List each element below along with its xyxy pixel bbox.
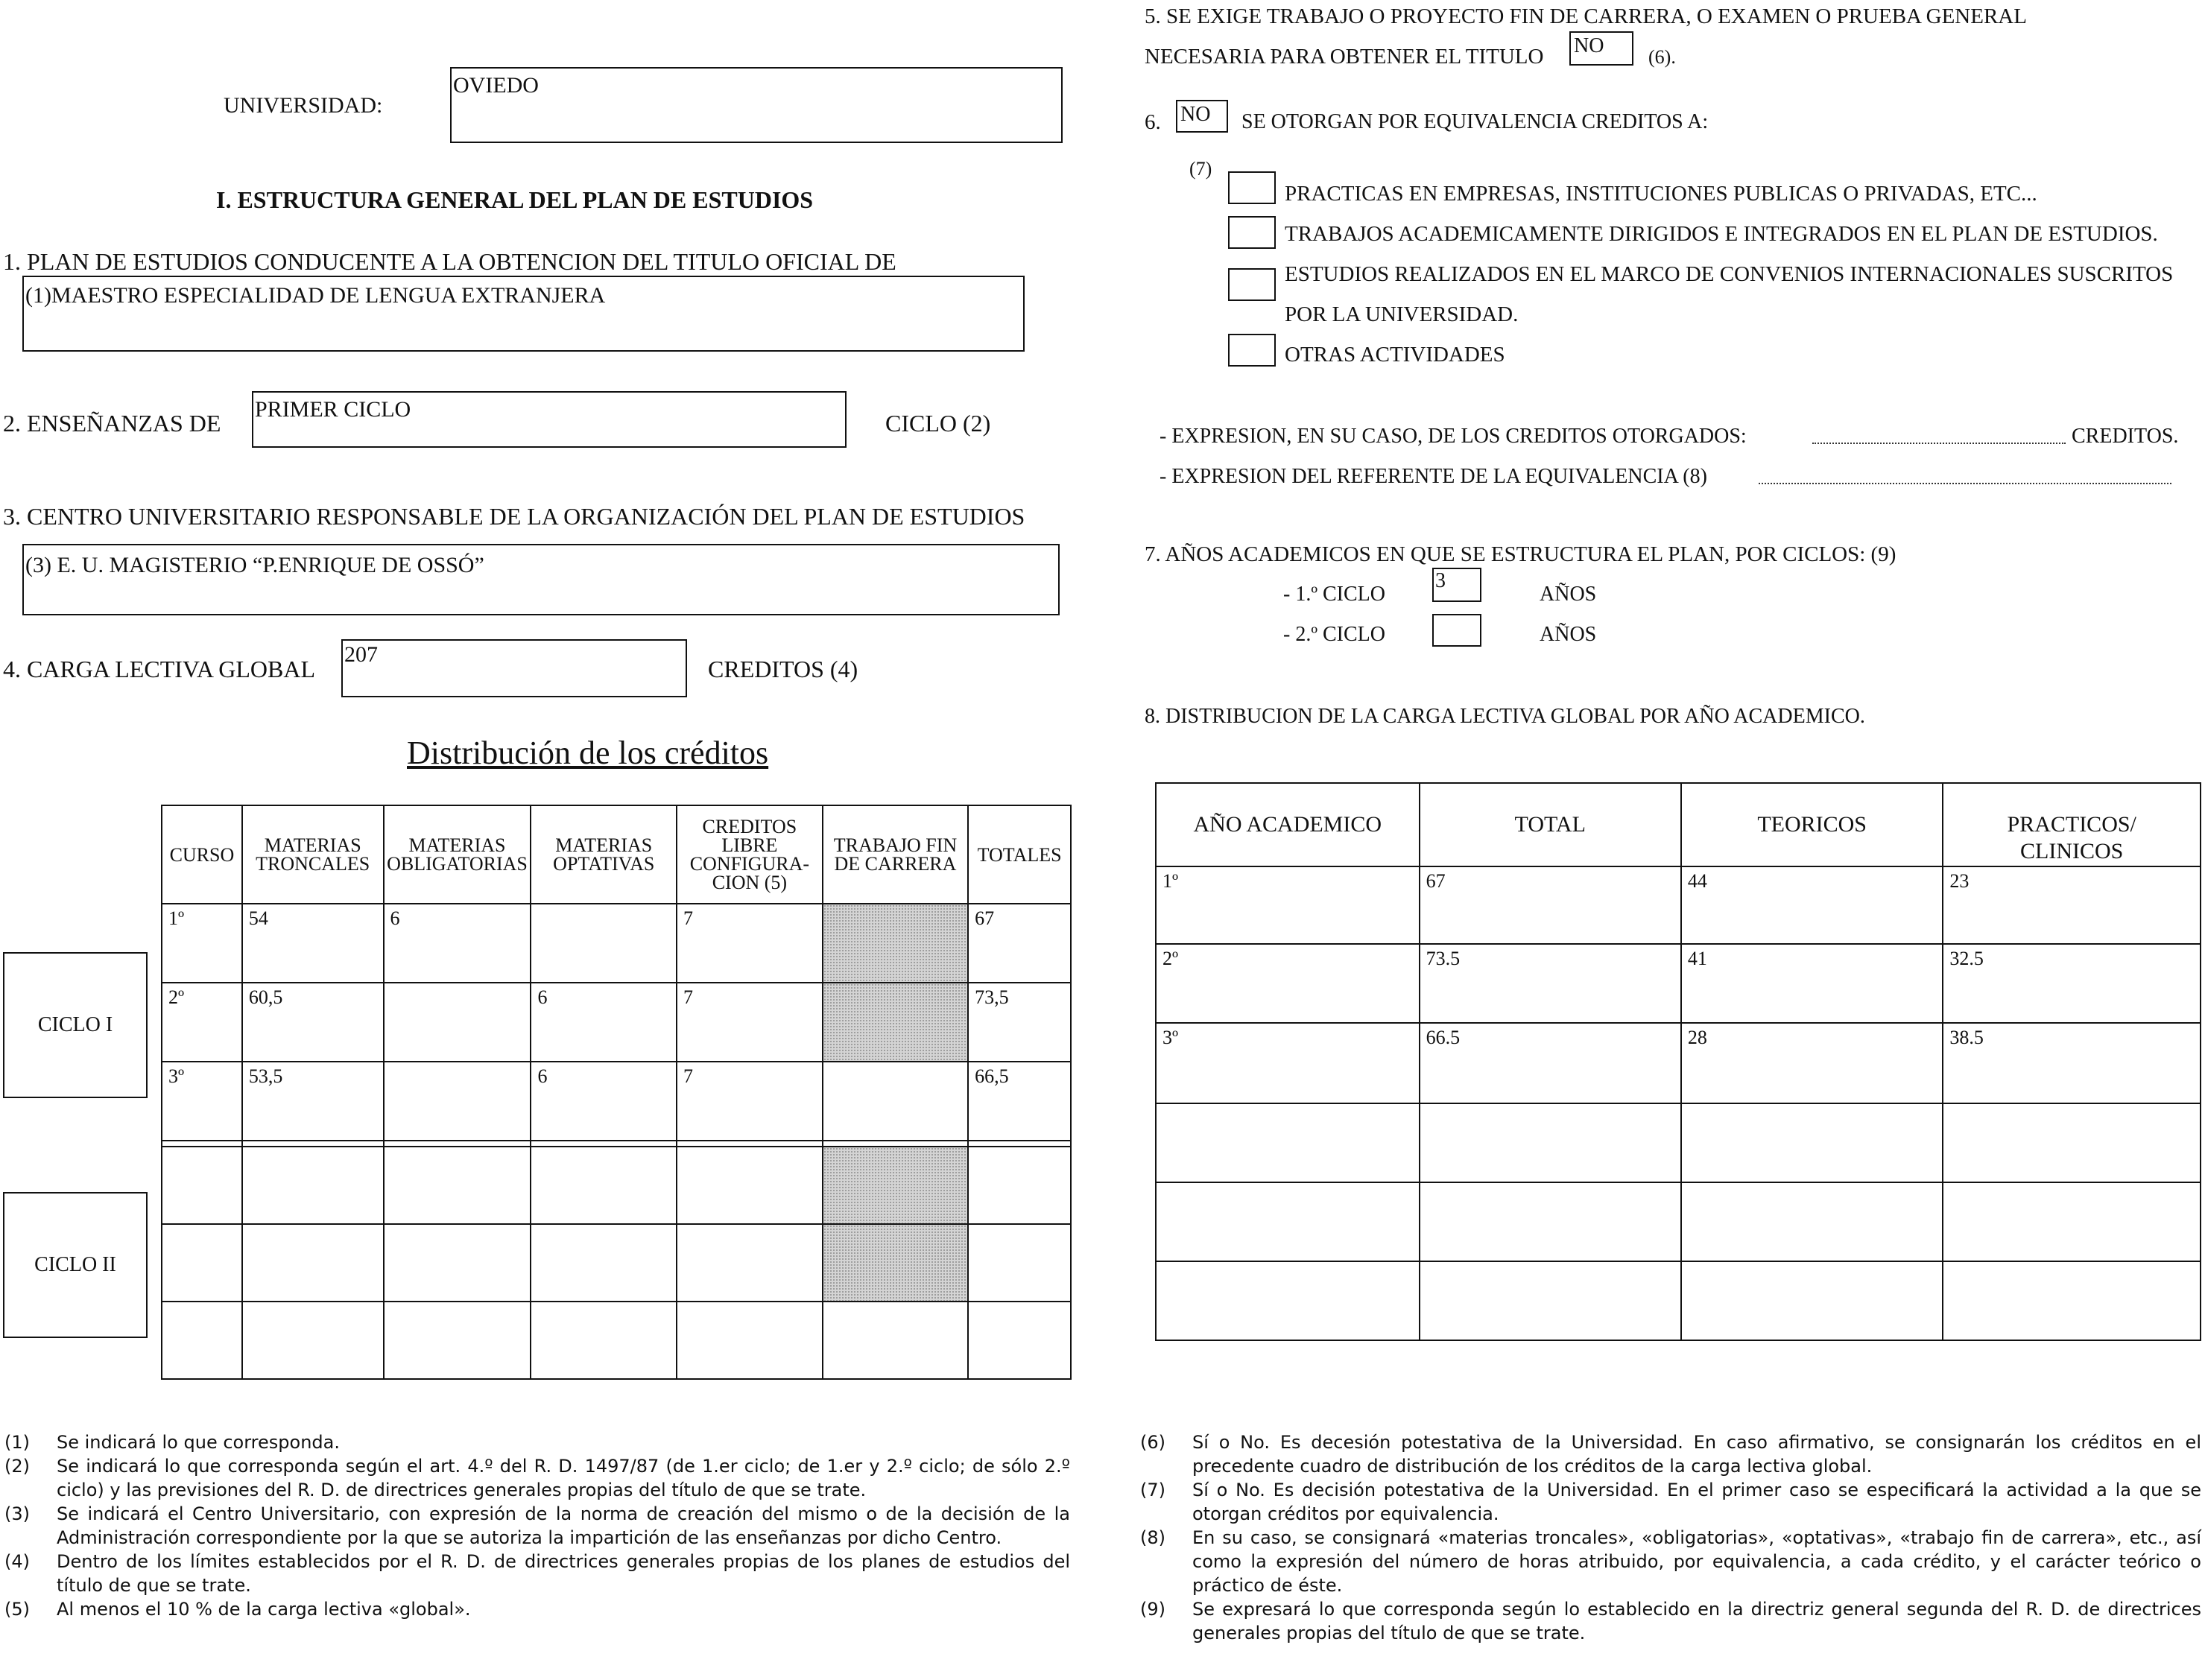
cell-ano[interactable]: 2º bbox=[1156, 944, 1420, 1023]
hdr-obligatorias: MATERIAS OBLIGATORIAS bbox=[384, 805, 531, 904]
expr1-label: - EXPRESION, EN SU CASO, DE LOS CREDITOS OTORGADOS: bbox=[1160, 425, 1747, 448]
cell-total[interactable] bbox=[1420, 1103, 1681, 1182]
centro-value: (3) E. U. MAGISTERIO “P.ENRIQUE DE OSSÓ” bbox=[25, 553, 484, 577]
footnote-text: Se indicará lo que corresponda. bbox=[57, 1432, 340, 1453]
cell-total[interactable]: 73.5 bbox=[1420, 944, 1681, 1023]
footnote bbox=[1140, 1430, 2201, 1478]
footnotes-left bbox=[4, 1430, 1070, 1621]
footnote-text: Al menos el 10 % de la carga lectiva «global». bbox=[57, 1599, 471, 1620]
cell-troncales[interactable]: 54 bbox=[242, 904, 384, 983]
cell-total[interactable]: 67 bbox=[1420, 866, 1681, 944]
item6-num: 6. bbox=[1145, 110, 1161, 134]
titulo-value: (1)MAESTRO ESPECIALIDAD DE LENGUA EXTRANJERA bbox=[25, 283, 606, 308]
item6-label: SE OTORGAN POR EQUIVALENCIA CREDITOS A: bbox=[1241, 110, 1709, 133]
item6-value: NO bbox=[1180, 103, 1211, 126]
cell-trabajo bbox=[823, 1147, 968, 1224]
cell-obligatorias[interactable] bbox=[384, 983, 531, 1062]
footnote bbox=[4, 1430, 1070, 1454]
option-estudios-label: ESTUDIOS REALIZADOS EN EL MARCO DE CONVENIOS INTERNACIONALES SUSCRITOS bbox=[1285, 262, 2174, 286]
ensenanzas-field[interactable] bbox=[252, 391, 847, 448]
footnote bbox=[1140, 1597, 2201, 1645]
item5-value: NO bbox=[1574, 34, 1604, 57]
cell-teoricos[interactable]: 44 bbox=[1681, 866, 1943, 944]
item2-label: 2. ENSEÑANZAS DE bbox=[3, 410, 221, 437]
footnote-text: Se expresará lo que corresponda según lo establecido en la directriz general segunda del R. D. de directrices generales propias del título de que se trate. bbox=[1192, 1599, 2201, 1643]
cell-total[interactable]: 66.5 bbox=[1420, 1023, 1681, 1103]
expr1-suffix: CREDITOS. bbox=[2072, 425, 2179, 448]
cell-trabajo bbox=[823, 1224, 968, 1302]
item7-label: 7. AÑOS ACADEMICOS EN QUE SE ESTRUCTURA EL PLAN, POR CICLOS: (9) bbox=[1145, 542, 1896, 566]
table-row bbox=[1156, 1261, 2201, 1340]
item3-label: 3. CENTRO UNIVERSITARIO RESPONSABLE DE LA ORGANIZACIÓN DEL PLAN DE ESTUDIOS bbox=[3, 503, 1025, 530]
table-row bbox=[1156, 1182, 2201, 1261]
cell-practicos[interactable]: 38.5 bbox=[1943, 1023, 2201, 1103]
dist-header-row bbox=[162, 805, 1071, 904]
cell-teoricos[interactable] bbox=[1681, 1103, 1943, 1182]
footnote-number: (1) bbox=[4, 1432, 30, 1453]
cell-optativas[interactable] bbox=[531, 1224, 677, 1302]
item5-suffix: (6). bbox=[1648, 46, 1676, 68]
item6-ref: (7) bbox=[1189, 158, 1212, 180]
cell-troncales[interactable]: 60,5 bbox=[242, 983, 384, 1062]
footnote bbox=[4, 1597, 1070, 1621]
hdr-totales: TOTALES bbox=[968, 805, 1071, 904]
carga-table bbox=[1155, 782, 2201, 1341]
option-otras-label: OTRAS ACTIVIDADES bbox=[1285, 343, 1505, 367]
hdr-practicos: PRACTICOS/ CLINICOS bbox=[1943, 783, 2201, 866]
item5-line1: 5. SE EXIGE TRABAJO O PROYECTO FIN DE CARRERA, O EXAMEN O PRUEBA GENERAL bbox=[1145, 4, 2027, 28]
footnote-number: (3) bbox=[4, 1503, 30, 1524]
option-trabajos-checkbox[interactable] bbox=[1228, 216, 1276, 249]
footnote-number: (7) bbox=[1140, 1480, 1165, 1500]
footnote-text: Se indicará lo que corresponda según el art. 4.º del R. D. 1497/87 (de 1.er ciclo; de 1.er y 2.º ciclo; de sólo 2.º ciclo) y las previsiones del R. D. de directrices generales propias del título de que se trate. bbox=[57, 1456, 1070, 1500]
hdr-libre: CREDITOS LIBRE CONFIGURA- CION (5) bbox=[677, 805, 823, 904]
cell-curso[interactable]: 3º bbox=[162, 1062, 242, 1141]
hdr-curso: CURSO bbox=[162, 805, 242, 904]
cell-optativas[interactable]: 6 bbox=[531, 1062, 677, 1141]
item5-field[interactable] bbox=[1569, 31, 1633, 66]
cell-libre[interactable]: 7 bbox=[677, 983, 823, 1062]
ciclo1-anos: AÑOS bbox=[1540, 583, 1597, 606]
cell-totales[interactable] bbox=[968, 1302, 1071, 1379]
table-separator bbox=[162, 1141, 1071, 1147]
carga-field[interactable] bbox=[341, 639, 687, 697]
footnote-text: Dentro de los límites establecidos por el R. D. de directrices generales propias de los planes de estudios del título de que se trate. bbox=[57, 1551, 1070, 1596]
table-row bbox=[162, 1224, 1071, 1302]
footnote bbox=[1140, 1478, 2201, 1526]
cell-troncales[interactable] bbox=[242, 1302, 384, 1379]
item5-line2: NECESARIA PARA OBTENER EL TITULO bbox=[1145, 45, 1544, 69]
footnote bbox=[1140, 1526, 2201, 1597]
cell-totales[interactable] bbox=[968, 1224, 1071, 1302]
carga-header-row bbox=[1156, 783, 2201, 866]
table-row bbox=[1156, 944, 2201, 1023]
table-row bbox=[162, 904, 1071, 983]
expr1-dotted-line[interactable] bbox=[1812, 443, 2066, 444]
cell-teoricos[interactable] bbox=[1681, 1182, 1943, 1261]
ciclo1-years-value: 3 bbox=[1435, 569, 1446, 592]
item6-field[interactable] bbox=[1176, 100, 1228, 133]
cell-optativas[interactable]: 6 bbox=[531, 983, 677, 1062]
cell-libre[interactable]: 7 bbox=[677, 904, 823, 983]
footnote-text: Sí o No. Es decesión potestativa de la Universidad. En caso afirmativo, se consignarán los créditos en el precedente cuadro de distribución de los créditos de la carga lectiva global. bbox=[1192, 1432, 2201, 1477]
cell-curso[interactable]: 1º bbox=[162, 904, 242, 983]
cell-totales[interactable] bbox=[968, 1147, 1071, 1224]
footnote-text: Sí o No. Es decisión potestativa de la Universidad. En el primer caso se especificará la actividad a la que se otorgan créditos por equivalencia. bbox=[1192, 1480, 2201, 1524]
item8-label: 8. DISTRIBUCION DE LA CARGA LECTIVA GLOBAL POR AÑO ACADEMICO. bbox=[1145, 705, 1865, 728]
cell-total[interactable] bbox=[1420, 1261, 1681, 1340]
cell-curso[interactable] bbox=[162, 1147, 242, 1224]
table-row bbox=[1156, 1103, 2201, 1182]
cell-ano[interactable] bbox=[1156, 1261, 1420, 1340]
option-estudios-checkbox[interactable] bbox=[1228, 268, 1276, 301]
carga-value: 207 bbox=[344, 642, 378, 667]
option-otras-checkbox[interactable] bbox=[1228, 334, 1276, 367]
footnote-number: (2) bbox=[4, 1456, 30, 1477]
cell-trabajo[interactable] bbox=[823, 1062, 968, 1141]
cell-optativas[interactable] bbox=[531, 904, 677, 983]
footnote bbox=[4, 1454, 1070, 1502]
table-row bbox=[1156, 866, 2201, 944]
cell-trabajo bbox=[823, 983, 968, 1062]
footnotes-right bbox=[1140, 1430, 2201, 1645]
hdr-optativas: MATERIAS OPTATIVAS bbox=[531, 805, 677, 904]
cell-totales[interactable]: 67 bbox=[968, 904, 1071, 983]
cell-ano[interactable] bbox=[1156, 1103, 1420, 1182]
cell-practicos[interactable]: 23 bbox=[1943, 866, 2201, 944]
cell-libre[interactable]: 7 bbox=[677, 1062, 823, 1141]
cell-troncales[interactable] bbox=[242, 1147, 384, 1224]
cell-ano[interactable]: 1º bbox=[1156, 866, 1420, 944]
item2-suffix: CICLO (2) bbox=[885, 410, 991, 437]
universidad-label: UNIVERSIDAD: bbox=[224, 93, 383, 118]
cell-troncales[interactable]: 53,5 bbox=[242, 1062, 384, 1141]
section-title: I. ESTRUCTURA GENERAL DEL PLAN DE ESTUDIOS bbox=[216, 186, 814, 213]
footnote bbox=[4, 1502, 1070, 1550]
cell-trabajo bbox=[823, 904, 968, 983]
footnote-number: (6) bbox=[1140, 1432, 1165, 1453]
table-row bbox=[162, 983, 1071, 1062]
cell-libre[interactable] bbox=[677, 1147, 823, 1224]
option-practicas-label: PRACTICAS EN EMPRESAS, INSTITUCIONES PUBLICAS O PRIVADAS, ETC... bbox=[1285, 182, 2037, 206]
ciclo1-years-field[interactable] bbox=[1432, 568, 1481, 602]
ciclo2-anos: AÑOS bbox=[1540, 623, 1597, 646]
expr2-label: - EXPRESION DEL REFERENTE DE LA EQUIVALENCIA (8) bbox=[1160, 465, 1707, 488]
table-row bbox=[162, 1062, 1071, 1141]
ensenanzas-value: PRIMER CICLO bbox=[255, 397, 411, 422]
cell-totales[interactable]: 66,5 bbox=[968, 1062, 1071, 1141]
cell-totales[interactable]: 73,5 bbox=[968, 983, 1071, 1062]
cell-trabajo[interactable] bbox=[823, 1302, 968, 1379]
item4-suffix: CREDITOS (4) bbox=[708, 656, 858, 682]
cell-curso[interactable] bbox=[162, 1224, 242, 1302]
cell-obligatorias[interactable]: 6 bbox=[384, 904, 531, 983]
cell-practicos[interactable]: 32.5 bbox=[1943, 944, 2201, 1023]
cell-curso[interactable]: 2º bbox=[162, 983, 242, 1062]
cell-practicos[interactable] bbox=[1943, 1103, 2201, 1182]
cell-obligatorias[interactable] bbox=[384, 1062, 531, 1141]
cell-teoricos[interactable]: 28 bbox=[1681, 1023, 1943, 1103]
cell-curso[interactable] bbox=[162, 1302, 242, 1379]
ciclo2-years-label: - 2.º CICLO bbox=[1283, 623, 1386, 646]
cell-obligatorias[interactable] bbox=[384, 1302, 531, 1379]
footnote-text: En su caso, se consignará «materias troncales», «obligatorias», «optativas», «trabajo fin de carrera», etc., así como la expresión del número de horas atribuido, por equivalencia, a cada crédito, y el carácter teórico o práctico de éste. bbox=[1192, 1527, 2201, 1596]
cell-ano[interactable]: 3º bbox=[1156, 1023, 1420, 1103]
cell-troncales[interactable] bbox=[242, 1224, 384, 1302]
cell-ano[interactable] bbox=[1156, 1182, 1420, 1261]
footnote-text: Se indicará el Centro Universitario, con expresión de la norma de creación del mismo o de la decisión de la Administración correspondiente por la que se autoriza la impartición de las enseñanzas por dicho Centro. bbox=[57, 1503, 1070, 1548]
hdr-trabajo: TRABAJO FIN DE CARRERA bbox=[823, 805, 968, 904]
expr2-dotted-line[interactable] bbox=[1759, 483, 2171, 484]
cell-obligatorias[interactable] bbox=[384, 1147, 531, 1224]
footnote-number: (8) bbox=[1140, 1527, 1165, 1548]
option-trabajos-label: TRABAJOS ACADEMICAMENTE DIRIGIDOS E INTEGRADOS EN EL PLAN DE ESTUDIOS. bbox=[1285, 222, 2158, 246]
item4-label: 4. CARGA LECTIVA GLOBAL bbox=[3, 656, 315, 682]
table-row bbox=[1156, 1023, 2201, 1103]
footnote-number: (5) bbox=[4, 1599, 30, 1620]
cell-practicos[interactable] bbox=[1943, 1182, 2201, 1261]
dist-table bbox=[161, 805, 1072, 1380]
cell-teoricos[interactable] bbox=[1681, 1261, 1943, 1340]
footnote-number: (9) bbox=[1140, 1599, 1165, 1620]
item1-label: 1. PLAN DE ESTUDIOS CONDUCENTE A LA OBTENCION DEL TITULO OFICIAL DE bbox=[3, 248, 896, 275]
option-practicas-checkbox[interactable] bbox=[1228, 171, 1276, 204]
ciclo2-years-field[interactable] bbox=[1432, 614, 1481, 647]
hdr-troncales: MATERIAS TRONCALES bbox=[242, 805, 384, 904]
hdr-teoricos: TEORICOS bbox=[1681, 783, 1943, 866]
hdr-ano: AÑO ACADEMICO bbox=[1156, 783, 1420, 866]
cell-practicos[interactable] bbox=[1943, 1261, 2201, 1340]
universidad-value: OVIEDO bbox=[453, 73, 539, 98]
table-row bbox=[162, 1147, 1071, 1224]
footnote-number: (4) bbox=[4, 1551, 30, 1572]
cell-optativas[interactable] bbox=[531, 1302, 677, 1379]
hdr-total: TOTAL bbox=[1420, 783, 1681, 866]
ciclo2-label: CICLO II bbox=[3, 1192, 148, 1338]
centro-field[interactable] bbox=[22, 544, 1060, 615]
ciclo1-years-label: - 1.º CICLO bbox=[1283, 583, 1386, 606]
universidad-field[interactable] bbox=[450, 67, 1063, 143]
cell-libre[interactable] bbox=[677, 1302, 823, 1379]
cell-teoricos[interactable]: 41 bbox=[1681, 944, 1943, 1023]
footnote bbox=[4, 1550, 1070, 1597]
ciclo1-label: CICLO I bbox=[3, 952, 148, 1098]
cell-total[interactable] bbox=[1420, 1182, 1681, 1261]
cell-obligatorias[interactable] bbox=[384, 1224, 531, 1302]
cell-optativas[interactable] bbox=[531, 1147, 677, 1224]
dist-title: Distribución de los créditos bbox=[407, 735, 769, 771]
option-estudios-cont: POR LA UNIVERSIDAD. bbox=[1285, 302, 1519, 326]
cell-libre[interactable] bbox=[677, 1224, 823, 1302]
titulo-field[interactable] bbox=[22, 276, 1025, 352]
table-row bbox=[162, 1302, 1071, 1379]
